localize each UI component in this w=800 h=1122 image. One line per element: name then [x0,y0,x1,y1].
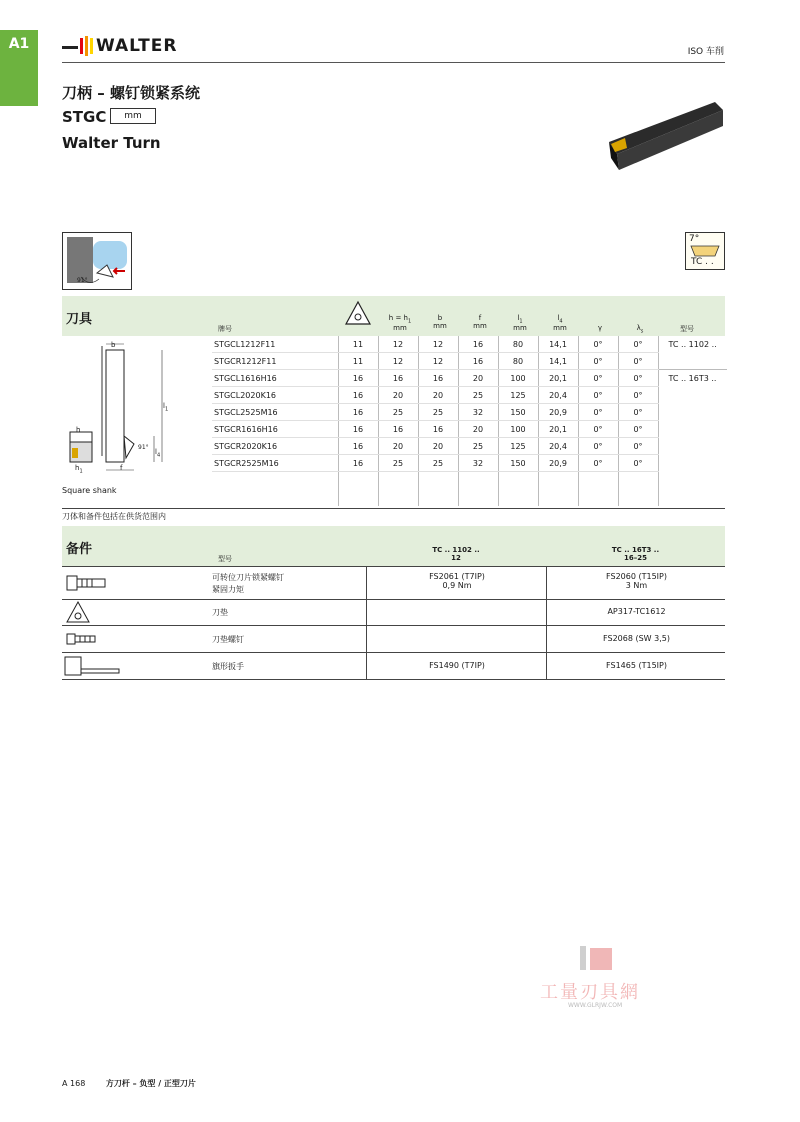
tools-section-header [62,296,725,336]
acc-value: 3 Nm [625,581,648,590]
tool-designation: STGCR1616H16 [212,421,338,438]
page-title: 刀柄 – 螺钉锁紧系统 [62,84,200,102]
tool-type [658,421,727,438]
tool-cell: 0° [578,404,618,421]
brand-name: WALTER [96,36,178,56]
tool-cell: 11 [338,336,378,353]
tool-cell: 0° [618,421,658,438]
icon-angle-label: 91° [77,277,88,284]
tool-cell: 80 [498,336,538,353]
tool-row [212,404,727,421]
tool-cell: 150 [498,455,538,472]
acc-value: AP317-TC1612 [607,607,666,616]
acc-value: FS1465 (T15IP) [606,661,667,670]
tool-designation: STGCR1212F11 [212,353,338,370]
tool-cell: 16 [418,370,458,387]
section-tab-label: A1 [8,36,30,52]
tool-cell-empty [418,472,458,507]
accessory-label: 旗形扳手 [212,662,244,671]
insert-angle-icon [685,232,725,270]
insert-shape-icon [344,300,372,330]
product-line: Walter Turn [62,134,161,152]
tool-cell: 20 [378,387,418,404]
accessory-row [62,626,725,653]
tool-type [658,404,727,421]
tool-cell: 25 [378,404,418,421]
watermark-logo-icon [578,944,618,974]
col-l4-label: l [557,314,560,322]
col-h-unit: mm [393,324,407,333]
shank-diagram [62,336,200,506]
screw-icon [66,573,108,593]
tool-cell: 16 [378,370,418,387]
acc-value: FS2060 (T15IP) [606,572,667,581]
watermark-url: WWW.GLRJW.COM [568,1002,623,1009]
tool-row [212,455,727,472]
tool-row [212,336,727,353]
shim-icon [66,601,90,623]
footer-text: 方刀杆 – 负型 / 正型刀片 [105,1079,196,1088]
tool-cell-empty [578,472,618,507]
tool-cell: 125 [498,387,538,404]
col-l1-label: l [517,314,520,322]
tool-cell: 80 [498,353,538,370]
tool-cell: 16 [458,353,498,370]
tool-cell: 16 [338,370,378,387]
tool-type [658,455,727,472]
dim-h-label: h [76,426,81,434]
type-header: 型号 [680,325,694,333]
tool-row [212,387,727,404]
tool-cell-empty [458,472,498,507]
tool-cell: 0° [578,336,618,353]
dim-angle-label: 91° [138,444,149,451]
tool-cell: 0° [618,404,658,421]
tool-row [212,370,727,387]
dim-h1-label: $h_1$ [75,464,83,475]
acc-col2-header: TC .. 16T3 .. [611,546,660,554]
tool-designation: STGCL1616H16 [212,370,338,387]
acc-col1-sub: 12 [451,554,461,562]
tool-cell: 20 [378,438,418,455]
tool-cell: 0° [618,438,658,455]
tool-cell: 0° [618,370,658,387]
col-b-unit: mm [433,322,447,330]
tool-cell: 0° [618,353,658,370]
tools-section-title: 刀具 [66,312,93,327]
tool-cell: 12 [418,353,458,370]
acc-col2-sub: 16–25 [624,554,647,562]
col-f-label: f [478,314,482,322]
tool-type [658,353,727,370]
tool-cell: 20,1 [538,370,578,387]
tool-cell: 12 [378,353,418,370]
tool-type: TC .. 16T3 .. [658,370,727,387]
tool-cell: 25 [418,404,458,421]
tools-table [212,336,727,506]
tool-cell: 0° [578,421,618,438]
header-divider [62,62,725,63]
tool-cell: 16 [338,404,378,421]
header-section-label: ISO 车削 [687,47,724,57]
dim-l1-label: $l_1$ [163,402,169,413]
dim-f-label: f [120,464,123,472]
section-tab [0,30,38,106]
tool-cell: 16 [338,438,378,455]
tool-cell: 25 [378,455,418,472]
col-l4-sub: 4 [559,318,563,325]
tool-row [212,421,727,438]
tool-cell: 0° [578,353,618,370]
dim-b-label: b [111,341,116,349]
col-l4-unit: mm [553,324,567,333]
tool-cell: 20 [418,387,458,404]
tool-cell-empty [212,472,338,507]
tool-type: TC .. 1102 .. [658,336,727,353]
tool-cell: 11 [338,353,378,370]
acc-value: 0,9 Nm [442,581,472,590]
tool-cell: 20,4 [538,438,578,455]
tool-row-filler [212,472,727,507]
tool-cell-empty [498,472,538,507]
tool-cell: 16 [338,421,378,438]
tool-cell-empty [338,472,378,507]
accessory-row [62,566,725,600]
tool-cell: 20,1 [538,421,578,438]
footer [62,1078,196,1089]
toolholder-image [605,96,725,174]
tool-cell: 32 [458,455,498,472]
acc-col1-header: TC .. 1102 .. [432,546,480,554]
tool-cell: 12 [378,336,418,353]
accessories-section-title: 备件 [66,542,93,557]
tool-cell: 25 [458,438,498,455]
tool-cell: 0° [578,438,618,455]
tool-cell: 100 [498,421,538,438]
tool-cell: 20 [418,438,458,455]
table-divider [62,508,725,509]
tool-cell: 0° [578,370,618,387]
accessory-row [62,653,725,680]
tool-designation: STGCL1212F11 [212,336,338,353]
col-b-label: b [437,314,443,322]
col-lambda-label: λ [636,324,641,332]
tool-cell-empty [378,472,418,507]
accessories-section-header [62,526,725,566]
tool-type [658,438,727,455]
tool-cell: 20 [458,421,498,438]
tool-cell: 12 [418,336,458,353]
tool-designation: STGCL2020K16 [212,387,338,404]
tool-cell-empty [658,472,727,507]
watermark-text: 工量刃具網 [540,982,640,1003]
tool-designation: STGCR2525M16 [212,455,338,472]
tool-designation: STGCR2020K16 [212,438,338,455]
tool-designation: STGCL2525M16 [212,404,338,421]
tool-cell-empty [538,472,578,507]
acc-value [367,626,547,634]
dim-l4-label: $l_4$ [155,448,161,459]
tool-cell: 16 [418,421,458,438]
tool-cell: 16 [458,336,498,353]
acc-value: FS2061 (T7IP) [429,572,485,581]
acc-value [367,599,547,607]
accessory-label: 可转位刀片锁紧螺钉 [212,573,284,582]
acc-value: FS2068 (SW 3,5) [603,634,670,643]
tool-row [212,353,727,370]
col-f-unit: mm [473,322,487,330]
tool-cell: 20,4 [538,387,578,404]
acc-value: FS1490 (T7IP) [429,661,485,670]
tool-cell: 0° [618,455,658,472]
machining-icon [62,232,132,290]
accessory-row [62,599,725,626]
tool-cell: 0° [578,387,618,404]
tool-cell: 16 [338,455,378,472]
tool-cell: 25 [458,387,498,404]
col-h-label: h = h [388,314,408,322]
unit-badge: mm [110,108,156,124]
tool-cell: 125 [498,438,538,455]
tool-cell: 20 [458,370,498,387]
col-l1-unit: mm [513,324,527,333]
tool-cell: 16 [338,387,378,404]
tool-cell: 20,9 [538,455,578,472]
accessory-label: 刀垫螺钉 [212,635,244,644]
supply-note: 刀体和备件包括在供货范围内 [62,512,166,521]
accessory-label-2: 紧固力矩 [212,585,244,594]
page-number: A 168 [62,1079,86,1088]
product-code: STGC [62,108,107,126]
accessory-label: 刀垫 [212,608,228,617]
col-lambda-sub: s [640,328,644,335]
walter-logo [62,34,202,58]
tool-cell: 25 [418,455,458,472]
clearance-angle-label: 7° [689,234,700,244]
accessories-type-header: 型号 [218,555,232,563]
col-l1-sub: 1 [519,318,523,325]
tool-cell: 100 [498,370,538,387]
tool-type [658,387,727,404]
col-h-sub: 1 [408,318,412,325]
designation-header: 牌号 [218,325,232,333]
tool-cell: 0° [578,455,618,472]
wrench-icon [64,655,120,677]
tool-cell-empty [618,472,658,507]
tool-cell: 20,9 [538,404,578,421]
insert-type-label: TC . . [691,257,714,267]
tool-cell: 0° [618,336,658,353]
tool-row [212,438,727,455]
watermark [540,944,670,1014]
col-gamma-label: γ [597,324,603,332]
diagram-caption: Square shank [62,486,117,495]
tool-cell: 16 [378,421,418,438]
tool-cell: 150 [498,404,538,421]
tool-cell: 14,1 [538,336,578,353]
tool-cell: 0° [618,387,658,404]
shim-screw-icon [66,632,98,646]
tool-cell: 14,1 [538,353,578,370]
tool-cell: 32 [458,404,498,421]
